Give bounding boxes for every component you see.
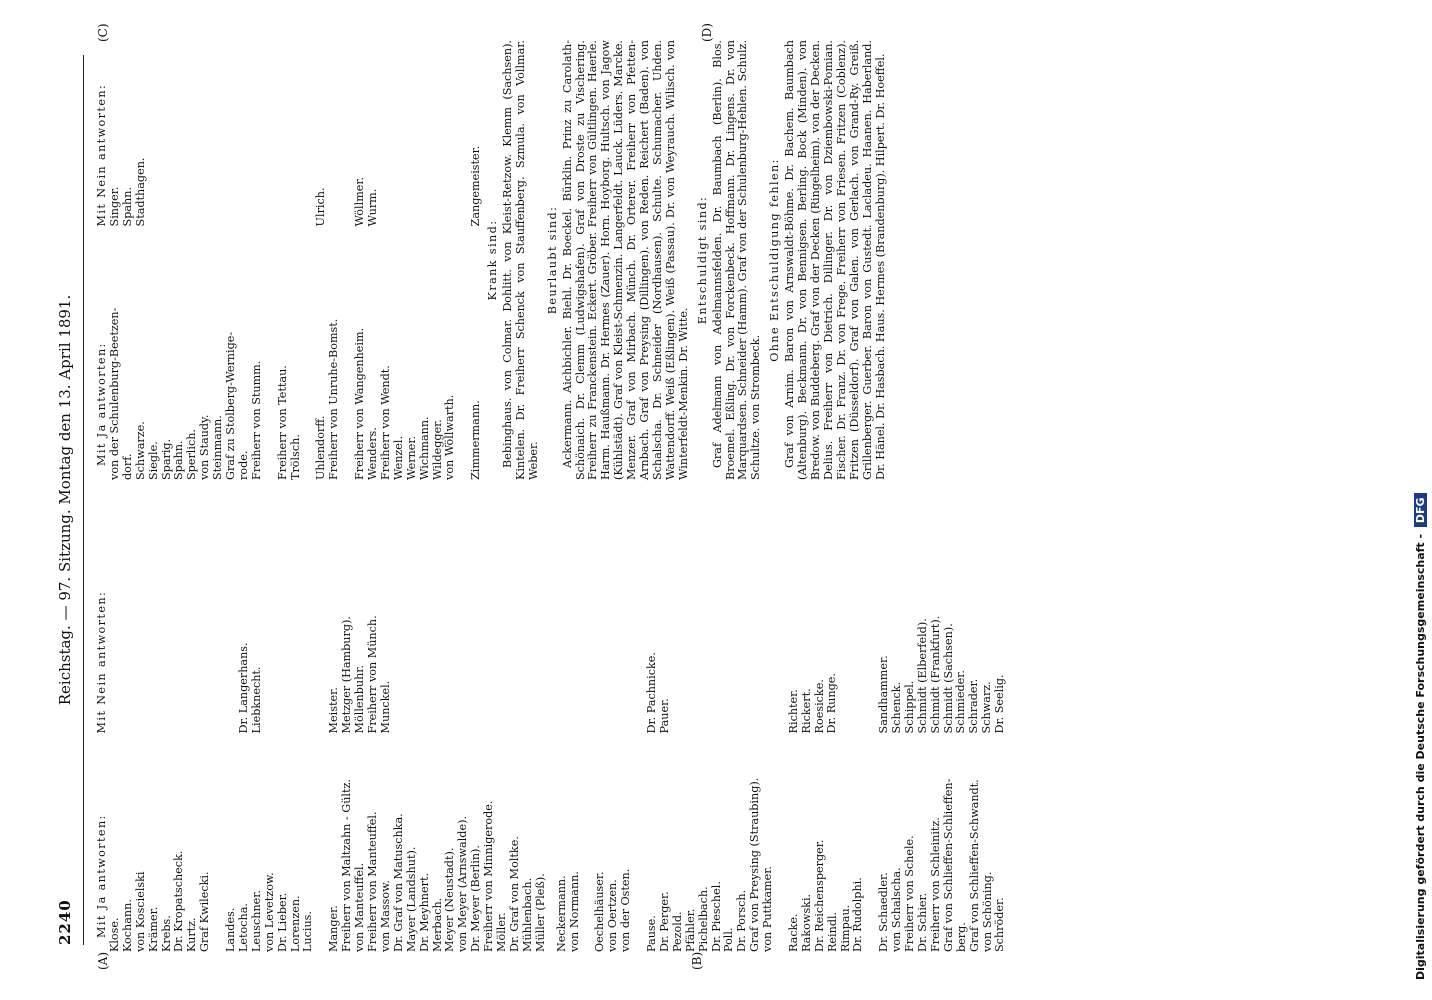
list-item (620, 518, 633, 733)
list-item: Schmidt (Elberfeld). (915, 618, 929, 734)
left-block-1 (109, 512, 548, 952)
list-item (289, 46, 302, 226)
list-item: Wenders. (365, 427, 379, 480)
list-item: Schmidt (Sachsen). (941, 623, 955, 734)
list-item: von Normann. (567, 871, 581, 952)
list-item: Dr. Seelig. (993, 674, 1007, 734)
list-item: Siegle. (146, 441, 160, 480)
list-item: Freiherr von Münch. (365, 615, 379, 734)
list-item: Sperlich. (185, 429, 199, 480)
list-item: von Levetzow. (262, 872, 276, 952)
list-item: rode. (236, 450, 250, 480)
right-heading-row (96, 40, 109, 480)
list-item (328, 46, 341, 226)
list-item: von Schalscha. (890, 867, 904, 952)
list-item: von Meyer (Arnswalde). (456, 815, 470, 952)
margin-mark-d: (D) (700, 23, 714, 42)
list-item: Kurtz. (185, 917, 199, 952)
list-item: dorf. (120, 453, 134, 480)
list-item: Singer. (107, 186, 121, 227)
list-item: Freiherr von Schele. (903, 835, 917, 952)
list-item: Schmidt (Frankfurt). (928, 615, 942, 734)
list-item (186, 46, 199, 226)
list-item (135, 518, 148, 733)
header-rule (83, 55, 84, 945)
list-item: von Wöllwarth. (443, 394, 457, 480)
ja-heading: Mit Ja antworten: (95, 814, 108, 938)
list-item (341, 46, 354, 226)
list-item (277, 518, 290, 733)
nein-list-right (109, 46, 483, 226)
list-item: Dr. Lieber. (275, 892, 289, 952)
list-item: Munckel. (378, 680, 392, 734)
list-item: Pfähler. (683, 908, 697, 952)
list-item: Dr. Rudolphi. (851, 877, 865, 952)
list-item: Graf Kwilecki. (198, 871, 212, 952)
right-column (96, 40, 893, 480)
list-item: Dr. Graf von Moltke. (507, 836, 521, 952)
list-item: Wurm. (365, 188, 379, 227)
entschuldigt-paragraph: Graf Adelmann von Adelmannsfelden. Dr. Baumbach (Berlin). Blos. Broemel. Eßling. Dr. von Forckenbeck. Hoffmann. Dr. Lingens. Dr. von Marquardsen. Schneider (Hamm). Graf von der Schulenburg-Hehlen. Schulz. Schultze. von Strombeck. (710, 40, 763, 480)
list-item: Merbach. (430, 897, 444, 952)
list-item: Dr. Meyhnert. (417, 872, 431, 952)
list-item: Zimmermann. (469, 400, 483, 480)
list-item (264, 46, 277, 226)
list-item: von Massow. (378, 880, 392, 952)
list-item: Schrader. (967, 678, 981, 734)
list-item (736, 518, 749, 733)
list-item: Reindl. (825, 911, 839, 952)
list-item: Möller. (495, 912, 509, 952)
list-item: von Koscielski (133, 871, 147, 952)
list-item (109, 518, 122, 733)
list-item: Dr. Reichensperger. (812, 839, 826, 952)
page-number: 2240 (56, 899, 74, 945)
list-item: Krebs. (159, 915, 173, 952)
list-item: Landes. (224, 907, 238, 952)
list-item: Poll. (722, 927, 736, 952)
list-item: Neckermann. (554, 875, 568, 952)
list-item (173, 46, 186, 226)
list-item (238, 46, 251, 226)
list-item: von Manteuffel. (353, 862, 367, 952)
list-item (672, 518, 685, 733)
list-item: Dr. Pachnicke. (644, 652, 658, 734)
list-item (148, 46, 161, 226)
list-item: Graf von Schlieffen-Schlieffen- (941, 778, 955, 952)
list-item (393, 46, 406, 226)
list-item: Wöllmer. (352, 176, 366, 227)
digitization-footer (1414, 20, 1427, 980)
list-item: Dr. Porsch. (735, 889, 749, 952)
list-item (569, 518, 582, 733)
list-item: Dr. Pieschel. (709, 881, 723, 952)
list-item: Spahn. (172, 440, 186, 480)
list-item: von der Osten. (619, 868, 633, 952)
list-item: von Schöning. (980, 871, 994, 952)
list-item: von Puttkamer. (761, 866, 775, 952)
krank-paragraph: Bebinghaus. von Colmar. Dohlitt. von Kleist-Retzow. Klemm (Sachsen). Kintelen. Dr. Freiherr Schenck von Stauffenberg. Szmula. von Vollmar. Weber. (501, 40, 540, 480)
list-item (277, 46, 290, 226)
list-item: Pauer. (657, 698, 671, 734)
list-item: Wichmann. (417, 416, 431, 480)
list-item (251, 46, 264, 226)
list-item (264, 230, 277, 480)
left-heading-row (96, 512, 109, 952)
beurlaubt-heading: Beurlaubt sind: (545, 205, 559, 315)
margin-mark-c: (C) (96, 23, 110, 42)
list-item: Schwarze. (133, 421, 147, 480)
list-item: Sandhammer. (877, 655, 891, 734)
dfg-logo: DFG (1414, 493, 1427, 527)
list-item: Richter. (786, 689, 800, 734)
list-item: Manger. (327, 905, 341, 952)
list-item: Oechelhäuser. (593, 871, 607, 952)
list-item (289, 518, 302, 733)
list-item: Kochann. (120, 899, 134, 952)
list-item (839, 518, 852, 733)
list-item: berg. (954, 922, 968, 952)
page-title: Reichstag. — 97. Sitzung. Montag den 13. April 1891. (56, 294, 74, 706)
list-item: Liebknecht. (249, 666, 263, 734)
list-item: Letocha. (236, 903, 250, 952)
nein-heading: Mit Nein antworten: (95, 590, 108, 734)
list-item (698, 518, 711, 733)
list-item (212, 518, 225, 733)
right-block-1 (109, 40, 483, 480)
list-item (302, 518, 315, 733)
list-item (556, 518, 569, 733)
list-item: Dr. Kropatscheck. (172, 850, 186, 952)
list-item (160, 518, 173, 733)
list-item (161, 46, 174, 226)
list-item: Spahn. (120, 186, 134, 227)
list-item (199, 518, 212, 733)
ja-list-right (109, 230, 483, 480)
list-item: von der Schulenburg-Beetzen- (107, 307, 121, 480)
list-item: Schippel. (902, 680, 916, 734)
list-item (225, 46, 238, 226)
digitization-note: Digitalisierung gefördert durch die Deutsche Forschungsgemeinschaft - (1414, 533, 1427, 980)
list-item: Rimpau. (838, 904, 852, 952)
ja-heading-right: Mit Ja antworten: (95, 342, 108, 466)
list-item: Freiherr von Wendt. (378, 365, 392, 480)
list-item (775, 518, 788, 733)
list-item: Krämer. (146, 906, 160, 952)
list-item: Klose. (107, 917, 121, 952)
list-item: Metzger (Hamburg). (339, 616, 353, 734)
list-item: Freiherr von Tettau. (275, 365, 289, 480)
list-item (444, 46, 457, 226)
list-item: Pezold. (670, 911, 684, 952)
list-item: Zangemeister. (468, 145, 482, 227)
list-item: Sparig. (159, 438, 173, 480)
list-item (723, 518, 736, 733)
list-item: von Oertzen. (606, 879, 620, 952)
list-item: Freiherr von Wangenheim. (353, 327, 367, 480)
list-item (122, 518, 135, 733)
list-item: Roesicke. (812, 679, 826, 734)
list-item: Lorenzen. (288, 895, 302, 952)
list-item: Dr. Meyer (Berlin). (469, 845, 483, 952)
page-header (52, 55, 82, 945)
list-item: Stadthagen. (133, 157, 147, 227)
list-item (431, 46, 444, 226)
list-item (405, 46, 418, 226)
list-item: Wildegger. (430, 419, 444, 480)
list-item (852, 518, 865, 733)
list-item: Schröder. (993, 897, 1007, 952)
entschuldigt-heading: Entschuldigt sind: (695, 195, 709, 325)
list-item (199, 46, 212, 226)
list-item (173, 518, 186, 733)
left-block-2 (556, 512, 1008, 952)
list-item (148, 518, 161, 733)
list-item: Uhlendorff. (314, 415, 328, 480)
list-item: Mühlenbach. (520, 877, 534, 952)
nein-list-2 (556, 518, 1007, 733)
list-item: Meyer (Neustadt). (443, 847, 457, 952)
list-item: Graf zu Stolberg-Wernige- (224, 331, 238, 480)
list-item: Pichelbach. (696, 886, 710, 952)
list-item: Racke. (786, 913, 800, 952)
list-item: Möllenbuhr. (352, 665, 366, 734)
left-column (96, 512, 1007, 952)
list-item: Dr. Schaedler. (877, 872, 891, 952)
list-item (607, 518, 620, 733)
list-item: Steinmann. (211, 415, 225, 480)
ohne-entschuldigung-heading: Ohne Entschuldigung fehlen: (768, 158, 782, 362)
list-item: Ulrich. (314, 187, 328, 227)
krank-heading: Krank sind: (486, 219, 500, 301)
list-item (633, 518, 646, 733)
list-item: Freiherr von Schleinitz. (928, 817, 942, 952)
list-item: Lucius. (301, 911, 315, 952)
nein-list-1 (109, 518, 393, 733)
list-item: Trölsch. (288, 434, 302, 480)
list-item: Werner. (404, 435, 418, 480)
list-item: Freiherr von Maltzahn - Gültz. (340, 779, 354, 952)
list-item (418, 46, 431, 226)
margin-mark-b: (B) (690, 951, 704, 970)
ja-list-1 (109, 737, 548, 952)
list-item: Dr. Langerhans. (236, 642, 250, 734)
nein-heading-right: Mit Nein antworten: (95, 83, 108, 227)
list-item: Dr. Schier. (916, 892, 929, 952)
list-item: Freiherr von Stumm. (249, 360, 263, 480)
list-item (749, 518, 762, 733)
list-item: Schenck. (889, 681, 903, 734)
list-item (186, 518, 199, 733)
list-item (710, 518, 723, 733)
list-item: Freiherr von Manteuffel. (366, 811, 379, 952)
list-item: Dr. Runge. (825, 673, 839, 734)
list-item (457, 46, 470, 226)
list-item (264, 518, 277, 733)
list-item (685, 518, 698, 733)
list-item: Schwarz. (980, 681, 994, 734)
list-item: Dr. Perger. (657, 891, 671, 952)
list-item: Leuschner. (249, 890, 263, 952)
list-item (594, 518, 607, 733)
list-item: Rickert. (799, 688, 813, 734)
list-item: Dr. Graf von Matuschka. (391, 813, 405, 952)
list-item: Mayer (Landshut). (404, 846, 418, 952)
list-item: Müller (Pleß). (533, 873, 547, 952)
list-item: Meister. (327, 687, 341, 734)
margin-mark-a: (A) (96, 951, 110, 970)
list-item (581, 518, 594, 733)
beurlaubt-paragraph: Ackermann. Aichbichler. Biehl. Dr. Boeckel. Bürklin. Prinz zu Carolath-Schönaich. Dr. Clemm (Ludwigshafen). Graf von Droste zu Vischering. Freiherr zu Franckenstein. Eckert. Gröber. Freiherr von Gültlingen. Haerle. Harm. Haußmann. Dr. Hermes (Zauer). Horn. Hoyborg. Hultsch. von Jagow (Kühlstädt). Graf von Kleist-Schmenzin. Langerfeldt. Lauck. Lüders. Marcke. Menzer. Graf von Mirbach. Münch. Dr. Orterer. Freiherr von Pfetten-Arnbach. Graf von Preysing (Dillingen). von Reden. Reichert (Baden). von Schalscha. Dr. Schneider (Nordhausen). Schulte. Schumacher. Uhden. Wattendorff. Weiß (Eßlingen). Weiß (Passau). Dr. von Weyrauch. Wilisch. von Winterfeldt-Menkin. Dr. Witte. (560, 40, 690, 480)
ohne-entschuldigung-paragraph: Graf von Arnim. Baron von Arnswaldt-Böhme. Dr. Bachem. Baumbach (Altenburg). Beckmann. Dr. von Bennigsen. Berling. Bock (Minden). von Bredow. von Buddeberg. Graf von der Decken (Ringelheim). von der Decken. Delius. Freiherr von Dietrich. Dillinger. Dr. von Dziembowski-Pomian. Fischer. Dr. Franz. Dr. von Frege. Freiherr von Friesen. Fritzen (Coblenz). Fritzen (Düsseldorf). Graf von Galen. von Gerlach. von Grand-Ry. Greiß. Grillenberger. Guerber. Baron von Gustedt. Lacladeu. Haanen. Haberland. Dr. Hänel. Dr. Hasbach. Haus. Hermes (Brandenburg). Hilpert. Dr. Hoeffel. (783, 40, 887, 480)
list-item (212, 46, 225, 226)
list-item: Freiherr von Minnigerode. (482, 800, 496, 952)
list-item: von Staudy. (198, 414, 212, 480)
ja-list-2 (556, 737, 1008, 952)
list-item: Rakowski. (799, 893, 813, 952)
list-item (380, 46, 393, 226)
list-item: Graf von Schlieffen-Schwandt. (967, 779, 981, 952)
list-item: Wenzel. (391, 435, 405, 480)
list-item: Schmieder. (954, 670, 968, 734)
list-item (762, 518, 775, 733)
list-item (225, 518, 238, 733)
list-item: Graf von Preysing (Straubing). (748, 777, 762, 952)
list-item: Pause. (645, 915, 658, 952)
list-item: Freiherr von Unruhe-Bomst. (327, 318, 341, 480)
